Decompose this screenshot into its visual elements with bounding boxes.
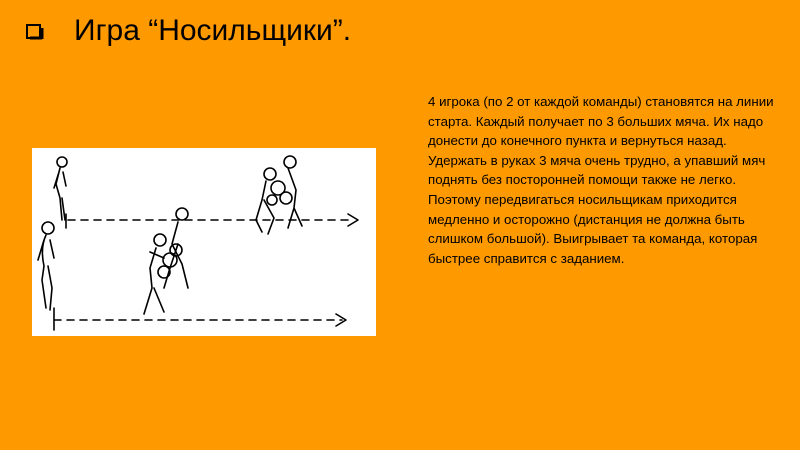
standing-figure-bottom [38,222,54,310]
illustration-drawing [32,148,376,336]
checkbox-bullet-icon [26,22,44,40]
game-description: 4 игрока (по 2 от каждой команды) становятся на линии старта. Каждый получает по 3 больших мяча. Их надо донести до конечного пункта и вернуться назад. Удержать в руках 3 мяча очень трудно, а упавший мяч поднять без посторонней помощи также не легко. Поэтому передвигаться носильщикам приходится медленно и осторожно (дистанция не должна быть слишком большой). Выигрывает та команда, которая быстрее справится с заданием. [428,94,774,266]
carrier-pair-middle [144,208,188,314]
carrier-pair-right [256,156,302,234]
standing-figure-top [54,157,67,220]
slide-title: Игра “Носильщики”. [74,14,352,47]
game-illustration [32,148,376,336]
top-arrow-head [348,214,358,226]
